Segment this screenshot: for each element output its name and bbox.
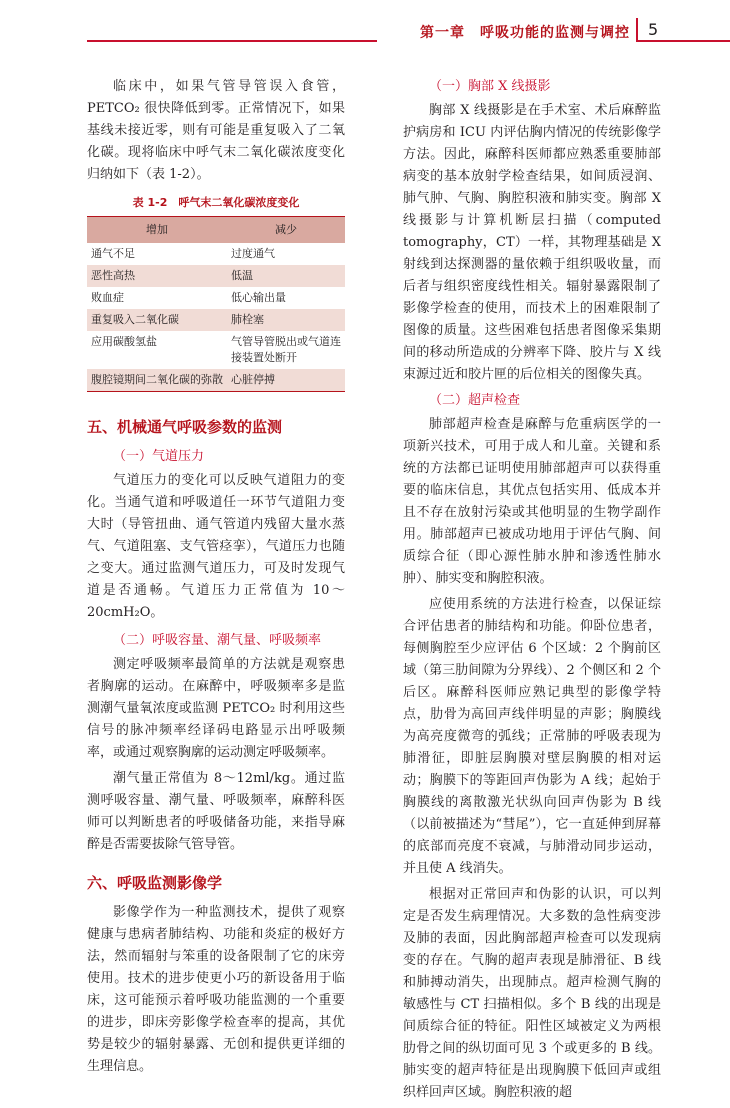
chapter-title: 第一章 呼吸功能的监测与调控 bbox=[420, 25, 630, 41]
right-column bbox=[403, 76, 661, 1108]
imaging-intro-paragraph: 影像学作为一种监测技术，提供了观察健康与患病者肺结构、功能和炎症的极好方法，然而辐射与笨重的设备限制了它的床旁使用。技术的进步使更小巧的新设备用于临床，这可能预示着呼吸功能监测的一个重要的进步，即床旁影像学检查率的提高，其优势是较少的辐射暴露、无创和提供更详细的生理信息。 bbox=[87, 905, 345, 1074]
header-rule-right bbox=[636, 40, 730, 42]
ultrasound-paragraph-2: 应使用系统的方法进行检查，以保证综合评估患者的肺结构和功能。仰卧位患者，每侧胸腔至少应评估 6 个区域：2 个胸前区域（第三肋间隙为分界线）、2 个侧区和 2 个后区。麻醉科医师应熟记典型的影像学特点，肋骨为高回声线伴明显的声影；胸膜线为高亮度微弯的弧线；正常肺的呼吸表现为肺滑征，即脏层胸膜对壁层胸膜的相对运动；胸膜下的等距回声伪影为 A 线；起始于胸膜线的离散激光状纵向回声伪影为 B 线（以前被描述为“彗尾”），它一直延伸到屏幕的底部而亮度不衰减，与肺滑动同步运动，并且使 A 线消失。 bbox=[403, 597, 661, 876]
etco2-table bbox=[87, 216, 345, 392]
table-cell: 通气不足 bbox=[91, 247, 135, 260]
table-cell: 肺栓塞 bbox=[227, 309, 345, 331]
left-column bbox=[87, 76, 345, 1082]
table-cell: 低心输出量 bbox=[231, 291, 286, 304]
table-cell: 心脏停搏 bbox=[227, 369, 345, 392]
table-row bbox=[87, 331, 345, 369]
airway-pressure-paragraph: 气道压力的变化可以反映气道阻力的变化。当通气道和呼吸道任一环节气道阻力变大时（导管扭曲、通气管道内残留大量水蒸气、气道阻塞、支气管痉挛），气道压力也随之变大。通过监测气道压力，可及时发现气道是否通畅。气道压力正常值为 10～20cmH₂O。 bbox=[87, 473, 345, 620]
tidal-volume-paragraph: 潮气量正常值为 8～12ml/kg。通过监测呼吸容量、潮气量、呼吸频率，麻醉科医师可以判断患者的呼吸储备功能，来指导麻醉是否需要拔除气管导管。 bbox=[87, 771, 345, 852]
table-caption: 表 1-2 呼气末二氧化碳浓度变化 bbox=[132, 196, 300, 209]
table-row bbox=[87, 369, 345, 392]
table-cell: 低温 bbox=[227, 265, 345, 287]
table-row bbox=[87, 287, 345, 309]
section-title-ventilation-monitoring: 五、机械通气呼吸参数的监测 bbox=[87, 418, 283, 436]
ultrasound-paragraph-1: 肺部超声检查是麻醉与危重病医学的一项新兴技术，可用于成人和儿童。关键和系统的方法都已证明使用肺部超声可以获得重要的临床信息，其优点包括实用、低成本并且不存在放射污染或其他明显的生物学副作用。肺部超声已被成功地用于评估气胸、间质综合征（即心源性肺水肿和渗透性肺水肿）、肺实变和胸腔积液。 bbox=[403, 417, 661, 586]
table-header-increase: 增加 bbox=[87, 217, 227, 244]
table-cell: 腹腔镜期间二氧化碳的弥散 bbox=[87, 369, 227, 392]
header-rule-left bbox=[87, 40, 377, 42]
table-cell: 过度通气 bbox=[231, 247, 275, 260]
table-row bbox=[87, 265, 345, 287]
table-cell: 恶性高热 bbox=[87, 265, 227, 287]
table-cell: 败血症 bbox=[91, 291, 124, 304]
chest-xray-paragraph: 胸部 X 线摄影是在手术室、术后麻醉监护病房和 ICU 内评估胸内情况的传统影像学方法。因此，麻醉科医师都应熟悉重要肺部病变的基本放射学检查结果，如间质浸润、肺气肿、气胸、胸腔积液和肺实变。胸部 X 线摄影与计算机断层扫描（computed tomography，CT）一样，其物理基础是 X 射线到达探测器的量依赖于组织吸收量，而后者与组织密度线性相关。辐射暴露限制了影像学检查的使用，而技术上的困难限制了图像的质量。这些困难包括患者图像采集期间的移动所造成的分辨率下降、胶片与 X 线束源过近和胶片匣的后位相关的图像失真。 bbox=[403, 103, 661, 382]
intro-paragraph: 临床中，如果气管导管误入食管，PETCO₂ 很快降低到零。正常情况下，如果基线未接近零，则有可能是重复吸入了二氧化碳。现将临床中呼气末二氧化碳浓度变化归纳如下（表 1-2）。 bbox=[87, 79, 345, 182]
table-header-decrease: 减少 bbox=[227, 217, 345, 244]
table-cell: 应用碳酸氢盐 bbox=[91, 335, 157, 348]
page-number: 5 bbox=[648, 20, 659, 39]
subsection-title-respiratory-volume: （二）呼吸容量、潮气量、呼吸频率 bbox=[113, 633, 322, 648]
table-cell: 重复吸入二氧化碳 bbox=[87, 309, 227, 331]
header-separator bbox=[636, 18, 638, 42]
table-row bbox=[87, 243, 345, 265]
subsection-title-ultrasound: （二）超声检查 bbox=[429, 393, 521, 408]
section-title-respiratory-imaging: 六、呼吸监测影像学 bbox=[87, 874, 223, 892]
table-cell: 气管导管脱出或气道连接装置处断开 bbox=[231, 335, 341, 364]
ultrasound-paragraph-3: 根据对正常回声和伪影的认识，可以判定是否发生病理情况。大多数的急性病变涉及肺的表面，因此胸部超声检查可以发现病变的存在。气胸的超声表现是肺滑征、B 线和肺搏动消失，出现肺点。超声检测气胸的敏感性与 CT 扫描相似。多个 B 线的出现是间质综合征的特征。阳性区域被定义为两根肋骨之间的纵切面可见 3 个或更多的 B 线。肺实变的超声特征是出现胸膜下低回声或组织样回声区域。胸腔积液的超 bbox=[403, 887, 661, 1100]
subsection-title-airway-pressure: （一）气道压力 bbox=[113, 449, 205, 464]
subsection-title-chest-xray: （一）胸部 X 线摄影 bbox=[429, 79, 551, 94]
respiratory-rate-paragraph: 测定呼吸频率最简单的方法就是观察患者胸廓的运动。在麻醉中，呼吸频率多是监测潮气量氧浓度或监测 PETCO₂ 时利用这些信号的脉冲频率经译码电路显示出呼吸频率，或通过观察胸廓的运动测定呼吸频率。 bbox=[87, 657, 345, 760]
table-row bbox=[87, 309, 345, 331]
